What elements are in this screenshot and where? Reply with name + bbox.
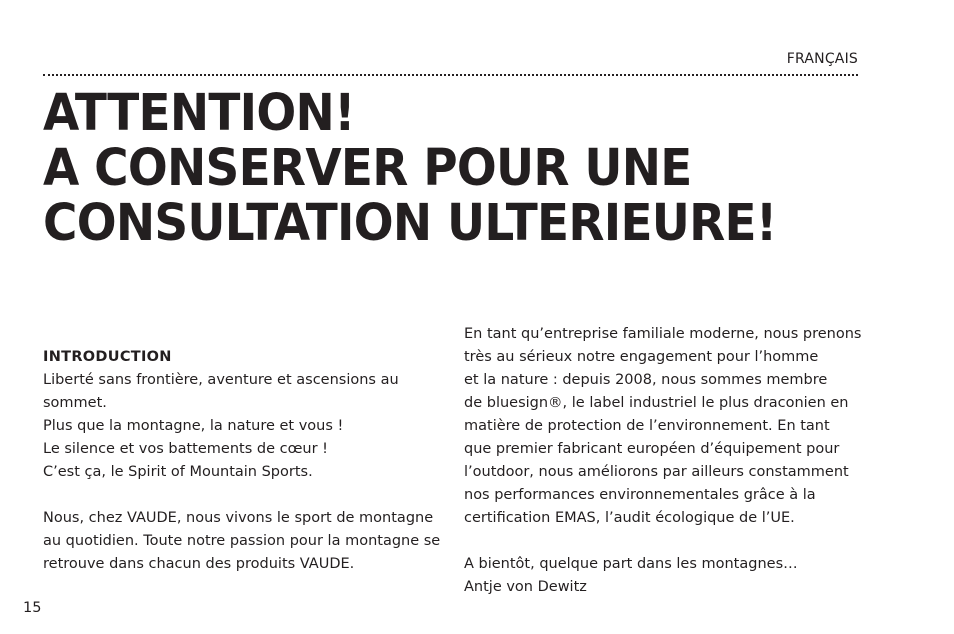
body-line: Le silence et vos battements de cœur ! — [43, 441, 328, 457]
headline-line: CONSULTATION ULTERIEURE! — [43, 194, 777, 253]
headline-line: ATTENTION! — [43, 84, 355, 143]
body-line: A bientôt, quelque part dans les montagnes… — [464, 556, 798, 572]
body-line: C’est ça, le Spirit of Mountain Sports. — [43, 464, 313, 480]
paragraph-gap — [464, 530, 861, 553]
signature-line: Antje von Dewitz — [464, 579, 587, 595]
body-line: Plus que la montagne, la nature et vous ! — [43, 418, 344, 434]
company-statement-column — [464, 323, 861, 599]
page-number: 15 — [23, 600, 42, 616]
dotted-divider — [43, 74, 858, 76]
body-line: de bluesign®, le label industriel le plus draconien en — [464, 395, 849, 411]
body-line: retrouve dans chacun des produits VAUDE. — [43, 556, 355, 572]
body-line: que premier fabricant européen d’équipement pour — [464, 441, 840, 457]
body-line: Liberté sans frontière, aventure et ascensions au — [43, 372, 399, 388]
body-line: et la nature : depuis 2008, nous sommes membre — [464, 372, 828, 388]
language-label: FRANÇAIS — [786, 51, 858, 67]
section-title: INTRODUCTION — [43, 349, 172, 365]
body-line: certification EMAS, l’audit écologique de l’UE. — [464, 510, 795, 526]
body-line: sommet. — [43, 395, 107, 411]
headline-line: A CONSERVER POUR UNE — [43, 139, 692, 198]
paragraph-gap — [43, 484, 440, 507]
body-line: au quotidien. Toute notre passion pour la montagne se — [43, 533, 441, 549]
body-line: Nous, chez VAUDE, nous vivons le sport de montagne — [43, 510, 434, 526]
body-line: l’outdoor, nous améliorons par ailleurs constamment — [464, 464, 849, 480]
body-line: En tant qu’entreprise familiale moderne, nous prenons — [464, 326, 862, 342]
body-line: nos performances environnementales grâce à la — [464, 487, 816, 503]
body-line: très au sérieux notre engagement pour l’homme — [464, 349, 819, 365]
warning-headline — [43, 86, 777, 251]
body-line: matière de protection de l’environnement. En tant — [464, 418, 830, 434]
introduction-column — [43, 346, 440, 576]
